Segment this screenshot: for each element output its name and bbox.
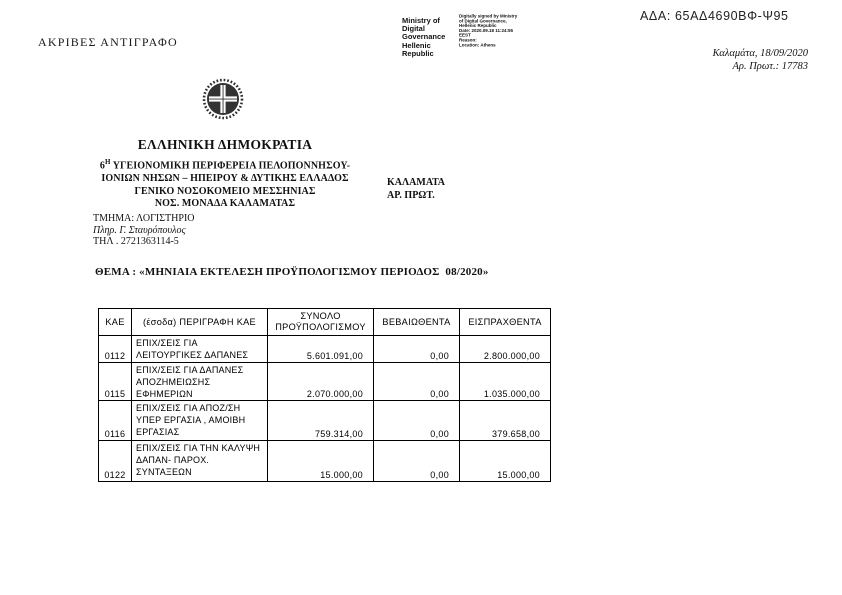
republic-title: ΕΛΛΗΝΙΚΗ ΔΗΜΟΚΡΑΤΙΑ	[137, 137, 313, 152]
signature-line: Reason:	[459, 37, 477, 43]
protocol-number: Αρ. Πρωτ.: 17783	[732, 61, 808, 72]
kae-code: 0112	[99, 336, 132, 363]
kae-description: ΕΠΙΧ/ΣΕΙΣ ΓΙΑ ΔΑΠΑΝΕΣ ΑΠΟΖΗΜΕΙΩΣΗΣ ΕΦΗΜΕΡΙΩΝ	[132, 363, 268, 401]
col-header-certified: ΒΕΒΑΙΩΘΕΝΤΑ	[374, 309, 460, 336]
protocol-label: ΑΡ. ΠΡΩΤ.	[387, 189, 435, 201]
signature-line: EEST	[459, 32, 471, 38]
budget-total-value: 15.000,00	[268, 441, 374, 482]
signature-line: Location: Athens	[459, 42, 496, 48]
budget-total-value: 2.070.000,00	[268, 363, 374, 401]
col-header-description: (έσοδα) ΠΕΡΙΓΡΑΦΗ ΚΑΕ	[132, 309, 268, 336]
health-region-line-2: ΙΟΝΙΩΝ ΝΗΣΩΝ – ΗΠΕΙΡΟΥ & ΔΥΤΙΚΗΣ ΕΛΛΑΔΟΣ	[101, 172, 349, 184]
budget-total-value: 5.601.091,00	[268, 336, 374, 363]
certified-value: 0,00	[374, 401, 460, 441]
table-row	[99, 363, 551, 401]
ministry-line: Ministry of Digital	[402, 16, 440, 34]
kae-description: ΕΠΙΧ/ΣΕΙΣ ΓΙΑ ΛΕΙΤΟΥΡΓΙΚΕΣ ΔΑΠΑΝΕΣ	[132, 336, 268, 363]
ministry-line: Governance	[402, 32, 446, 42]
department-info	[93, 213, 195, 248]
ministry-name-block	[402, 17, 462, 58]
greek-national-emblem-icon	[202, 76, 244, 122]
table-row	[99, 336, 551, 363]
signature-line: Date: 2020.09.18 11:24:55	[459, 27, 514, 33]
certified-value: 0,00	[374, 441, 460, 482]
table-row	[99, 401, 551, 441]
table-header-row	[99, 309, 551, 336]
phone-number: ΤΗΛ . 2721363114-5	[93, 236, 179, 247]
digital-signature-stamp	[402, 13, 518, 58]
budget-execution-table	[98, 308, 551, 482]
kae-code: 0115	[99, 363, 132, 401]
subject-line: ΘΕΜΑ : «ΜΗΝΙΑΙΑ ΕΚΤΕΛΕΣΗ ΠΡΟΫΠΟΛΟΓΙΣΜΟΥ ΠΕΡΙΟΔΟΣ 08/2020»	[95, 266, 489, 278]
place-date: Καλαμάτα, 18/09/2020	[712, 48, 808, 59]
signature-details-block	[459, 14, 559, 48]
contact-person: Πληρ. Γ. Σταυρόπουλος	[93, 224, 186, 236]
collected-value: 15.000,00	[460, 441, 551, 482]
signature-line: Hellenic Republic	[459, 23, 497, 29]
date-protocol-block	[713, 47, 808, 73]
city-label: ΚΑΛΑΜΑΤΑ	[387, 177, 445, 188]
kae-description: ΕΠΙΧ/ΣΕΙΣ ΓΙΑ ΤΗΝ ΚΑΛΥΨΗ ΔΑΠΑΝ- ΠΑΡΟΧ. ΣΥΝΤΑΞΕΩΝ	[132, 441, 268, 482]
hospital-name: ΓΕΝΙΚΟ ΝΟΣΟΚΟΜΕΙΟ ΜΕΣΣΗΝΙΑΣ	[134, 185, 316, 197]
col-header-kae: ΚΑΕ	[99, 309, 132, 336]
city-protocol-labels	[387, 177, 445, 202]
signature-line: Digitally signed by Ministry	[459, 13, 518, 19]
ministry-line: Hellenic Republic	[402, 40, 434, 58]
certified-value: 0,00	[374, 336, 460, 363]
col-header-budget-total: ΣΥΝΟΛΟ ΠΡΟΫΠΟΛΟΓΙΣΜΟΥ	[268, 309, 374, 336]
collected-value: 2.800.000,00	[460, 336, 551, 363]
kae-code: 0116	[99, 401, 132, 441]
collected-value: 1.035.000,00	[460, 363, 551, 401]
region-name: ΥΓΕΙΟΝΟΜΙΚΗ ΠΕΡΙΦΕΡΕΙΑ ΠΕΛΟΠΟΝΝΗΣΟΥ-	[110, 160, 351, 172]
collected-value: 379.658,00	[460, 401, 551, 441]
kae-code: 0122	[99, 441, 132, 482]
department-name: ΤΜΗΜΑ: ΛΟΓΙΣΤΗΡΙΟ	[93, 213, 195, 224]
kae-description: ΕΠΙΧ/ΣΕΙΣ ΓΙΑ ΑΠΟΖ/ΣΗ ΥΠΕΡ ΕΡΓΑΣΙΑ , ΑΜΟΙΒΗ ΕΡΓΑΣΙΑΣ	[132, 401, 268, 441]
ada-number: ΑΔΑ: 65ΑΔ4690ΒΦ-Ψ95	[640, 9, 789, 23]
signature-line: of Digital Governance,	[459, 18, 507, 24]
col-header-collected: ΕΙΣΠΡΑΧΘΕΝΤΑ	[460, 309, 551, 336]
table-row	[99, 441, 551, 482]
region-number: 6	[99, 160, 105, 172]
budget-total-value: 759.314,00	[268, 401, 374, 441]
certified-value: 0,00	[374, 363, 460, 401]
hospital-unit: ΝΟΣ. ΜΟΝΑΔΑ ΚΑΛΑΜΑΤΑΣ	[154, 198, 296, 210]
letterhead	[55, 137, 395, 211]
region-number-ordinal: Η	[104, 158, 111, 166]
certified-copy-label: ΑΚΡΙΒΕΣ ΑΝΤΙΓΡΑΦΟ	[38, 35, 178, 49]
health-region-line-1	[55, 156, 395, 173]
